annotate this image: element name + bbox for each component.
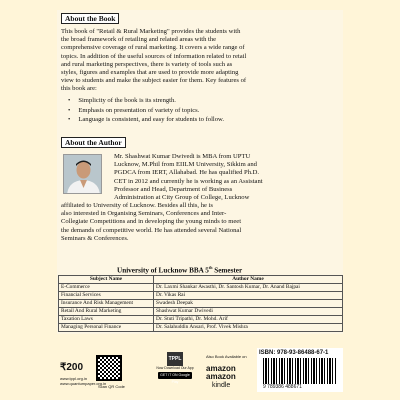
- author-bio-line: affiliated to University of Lucknow. Besides all this, he is: [61, 202, 213, 209]
- subject-table: [58, 275, 343, 332]
- author-bio-line: CET in 2012 and currently he is working as an Assistant: [114, 177, 263, 185]
- tppl-logo-icon: TPPL: [167, 352, 183, 366]
- barcode-icon: [263, 358, 337, 384]
- author-bio-line: Collegiate Competitions and in developing the young minds to meet: [61, 218, 242, 226]
- subject-cell: Taxation Laws: [59, 316, 154, 324]
- amazon-in-logo[interactable]: amazon: [206, 372, 236, 381]
- website-link[interactable]: www.tppl.org.in: [60, 376, 88, 381]
- author-bio-line: Seminars & Conferences.: [61, 234, 129, 242]
- table-row: [59, 308, 343, 316]
- about-book-line: and rural marketing perspectives, there is variety of tools such as: [61, 60, 233, 68]
- header-subject: Subject Name: [59, 276, 154, 284]
- about-book-line: the broad framework of retailing and related areas with the: [61, 36, 217, 44]
- kindle-logo[interactable]: kindle: [212, 382, 231, 389]
- feature-item: • Language is consistent, and easy for students to follow.: [68, 115, 338, 125]
- header-author: Author Name: [154, 276, 343, 284]
- author-bio-line: Administration at City Group of College, Lucknow: [114, 194, 250, 202]
- amazon-logo[interactable]: amazon: [206, 364, 236, 373]
- feature-item: • Emphasis on presentation of variety of topics.: [68, 106, 338, 116]
- about-author-heading: About the Author: [61, 137, 126, 148]
- about-book-line: view to students and make the subject easier for them. Key features of: [61, 77, 247, 85]
- subject-cell: Managing Personal Finance: [59, 324, 154, 332]
- subject-cell: Financial Services: [59, 292, 154, 300]
- author-cell: Dr. Vikas Rai: [154, 292, 343, 300]
- author-cell: Dr. Laxmi Shankar Awasthi, Dr. Santosh Kumar, Dr. Anand Bajpai: [154, 284, 343, 292]
- author-bio-line: also interested in Organising Seminars, Conferences and Inter-: [61, 210, 227, 218]
- author-portrait-icon: [64, 155, 102, 194]
- app-download-label: Now Download Our App: [156, 366, 194, 370]
- table-row: [59, 316, 343, 324]
- author-bio-line: PGDCA from IERT, Allahabad. He has qualified Ph.D.: [114, 169, 260, 177]
- about-book-line: this book are:: [61, 85, 97, 93]
- scan-label: Scan QR Code: [98, 384, 125, 389]
- table-title: [117, 265, 242, 274]
- price-label: ₹200: [60, 362, 84, 373]
- author-cell: Swadesh Deepak: [154, 300, 343, 308]
- app-download-block: [155, 352, 195, 388]
- author-cell: Dr. Stuti Tripathi, Dr. Mohd. Arif: [154, 316, 343, 324]
- table-title-text: University of Lucknow BBA 5: [117, 266, 209, 275]
- author-cell: Dr. Salahuddin Ansari, Prof. Vivek Mishra: [154, 324, 343, 332]
- about-book-text: [61, 28, 341, 94]
- table-header-row: [59, 276, 343, 284]
- about-book-line: styles, figures and examples that are used to provide more adapting: [61, 69, 239, 77]
- subject-cell: Retail And Rural Marketing: [59, 308, 154, 316]
- author-bio-full: [61, 202, 341, 243]
- isbn-label: ISBN: 978-93-86488-67-1: [259, 350, 329, 356]
- table-row: [59, 324, 343, 332]
- about-book-line: This book of "Retail & Rural Marketing" provides the students with: [61, 28, 241, 35]
- author-bio-line: Lucknow, M.Phil from EIILM University, Sikkim and: [114, 161, 257, 169]
- subject-cell: E-Commerce: [59, 284, 154, 292]
- author-photo: [63, 154, 102, 194]
- also-available-label: Also Book Available on: [206, 354, 247, 359]
- barcode-number: 9 789386 488671: [263, 384, 302, 390]
- subject-cell: Insurance And Risk Management: [59, 300, 154, 308]
- feature-item: • Simplicity of the book is its strength.: [68, 96, 338, 106]
- google-play-button[interactable]: GET IT ON Google Play: [158, 372, 192, 379]
- author-bio-line: the demands of competitive world. He has attended several National: [61, 226, 242, 234]
- website-link[interactable]: www.quantumpaper.org.in: [60, 381, 107, 386]
- table-title-suffix: Semester: [212, 266, 243, 275]
- author-bio-indented: [114, 153, 342, 202]
- table-row: [59, 284, 343, 292]
- author-cell: Shashwat Kumar Dwivedi: [154, 308, 343, 316]
- author-bio-line: Mr. Shashwat Kumar Dwivedi is MBA from UPTU: [114, 153, 251, 160]
- about-book-line: topics. In addition of the useful sources of information related to retail: [61, 52, 247, 60]
- about-book-line: comprehensive coverage of rural marketing. It covers a wide range of: [61, 44, 245, 52]
- table-row: [59, 300, 343, 308]
- feature-list: [68, 96, 338, 125]
- about-book-heading: About the Book: [61, 13, 119, 24]
- table-title-sup: th: [208, 265, 213, 270]
- qr-code-icon[interactable]: [96, 355, 122, 381]
- table-row: [59, 292, 343, 300]
- author-bio-line: Professor and Head, Department of Business: [114, 185, 233, 193]
